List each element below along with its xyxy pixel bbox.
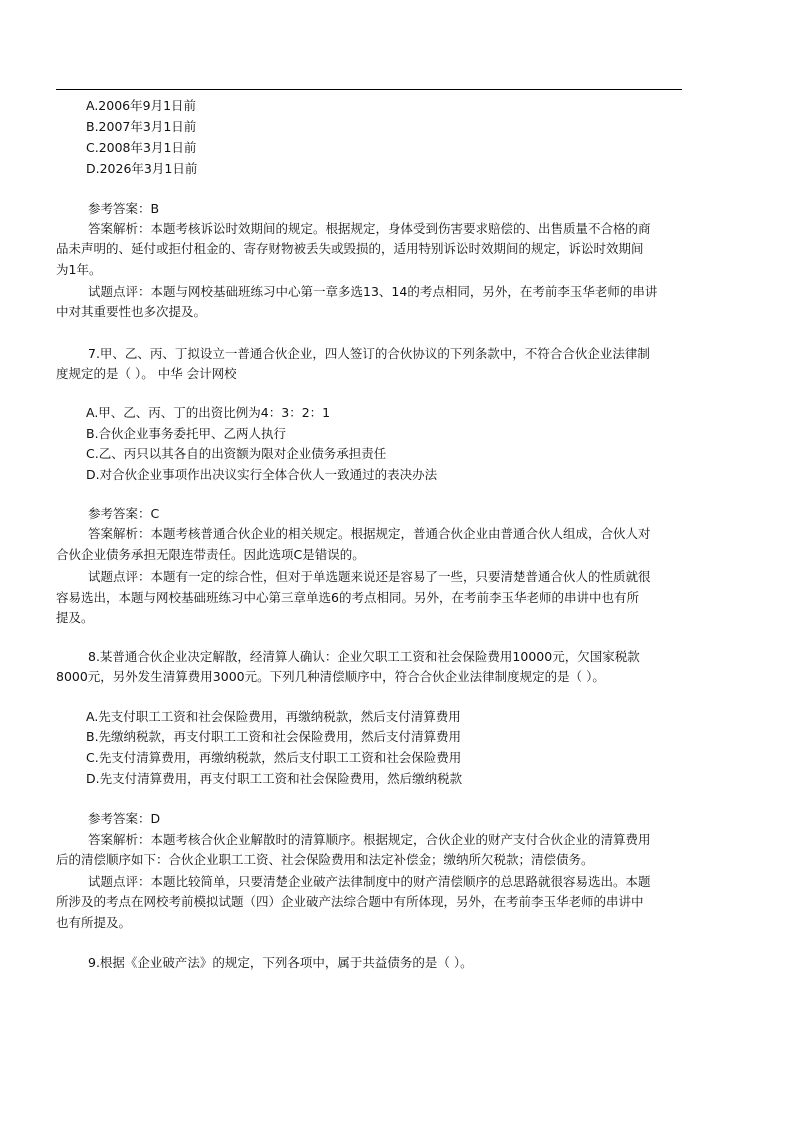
q7-comment-line: 容易选出，本题与网校基础班练习中心第三章单选6的考点相同。另外，在考前李玉华老师的串讲中也有所 <box>56 590 639 605</box>
q8-answer: 参考答案：D <box>88 811 161 826</box>
q6-analysis-line: 答案解析：本题考核诉讼时效期间的规定。根据规定，身体受到伤害要求赔偿的、出售质量不合格的商 <box>88 221 651 236</box>
q6-comment-line: 中对其重要性也多次提及。 <box>56 304 207 319</box>
q9-stem-line: 9.根据《企业破产法》的规定，下列各项中，属于共益债务的是（ ）。 <box>88 955 473 970</box>
q6-option-b: B.2007年3月1日前 <box>86 119 197 134</box>
q6-option-d: D.2026年3月1日前 <box>86 161 198 176</box>
q8-option-a: A.先支付职工工资和社会保险费用，再缴纳税款，然后支付清算费用 <box>86 709 461 724</box>
q7-analysis-line: 合伙企业债务承担无限连带责任。因此选项C是错误的。 <box>56 547 365 562</box>
q8-analysis-line: 答案解析：本题考核合伙企业解散时的清算顺序。根据规定，合伙企业的财产支付合伙企业的清算费用 <box>88 832 651 847</box>
q8-analysis-line: 后的清偿顺序如下：合伙企业职工工资、社会保险费用和法定补偿金；缴纳所欠税款；清偿债务。 <box>56 852 594 867</box>
q7-comment-line: 提及。 <box>56 610 94 625</box>
q7-option-b: B.合伙企业事务委托甲、乙两人执行 <box>86 426 287 441</box>
q8-option-b: B.先缴纳税款，再支付职工工资和社会保险费用，然后支付清算费用 <box>86 729 462 744</box>
q7-option-a: A.甲、乙、丙、丁的出资比例为4：3：2：1 <box>86 405 331 420</box>
q7-stem-line: 7.甲、乙、丙、丁拟设立一普通合伙企业，四人签订的合伙协议的下列条款中，不符合合伙企业法律制 <box>88 346 650 361</box>
q6-option-c: C.2008年3月1日前 <box>86 140 197 155</box>
header-rule <box>56 89 682 90</box>
q8-option-d: D.先支付清算费用，再支付职工工资和社会保险费用，然后缴纳税款 <box>86 771 463 786</box>
q8-comment-line: 也有所提及。 <box>56 915 132 930</box>
q7-analysis-line: 答案解析：本题考核普通合伙企业的相关规定。根据规定，普通合伙企业由普通合伙人组成，合伙人对 <box>88 526 651 541</box>
q7-option-d: D.对合伙企业事项作出决议实行全体合伙人一致通过的表决办法 <box>86 467 438 482</box>
q6-comment-line: 试题点评：本题与网校基础班练习中心第一章多选13、14的考点相同，另外，在考前李玉华老师的串讲 <box>88 284 658 299</box>
q7-answer: 参考答案：C <box>88 506 160 521</box>
q8-comment-line: 试题点评：本题比较简单，只要清楚企业破产法律制度中的财产清偿顺序的总思路就很容易选出。本题 <box>88 874 651 889</box>
q6-analysis-line: 品未声明的、延付或拒付租金的、寄存财物被丢失或毁损的，适用特别诉讼时效期间的规定，诉讼时效期间 <box>56 241 644 256</box>
q8-stem-line: 8000元，另外发生清算费用3000元。下列几种清偿顺序中，符合合伙企业法律制度规定的是（ ）。 <box>56 669 605 684</box>
q6-analysis-line: 为1年。 <box>56 262 102 277</box>
q7-comment-line: 试题点评：本题有一定的综合性，但对于单选题来说还是容易了一些，只要清楚普通合伙人的性质就很 <box>88 569 651 584</box>
q8-option-c: C.先支付清算费用，再缴纳税款，然后支付职工工资和社会保险费用 <box>86 750 462 765</box>
q7-stem-line: 度规定的是（ ）。 中华 会计网校 <box>56 366 237 381</box>
q6-answer: 参考答案：B <box>88 201 160 216</box>
q7-option-c: C.乙、丙只以其各自的出资额为限对企业债务承担责任 <box>86 446 387 461</box>
q8-comment-line: 所涉及的考点在网校考前模拟试题（四）企业破产法综合题中有所体现，另外，在考前李玉华老师的串讲中 <box>56 894 644 909</box>
q6-option-a: A.2006年9月1日前 <box>86 98 197 113</box>
q8-stem-line: 8.某普通合伙企业决定解散，经清算人确认：企业欠职工工资和社会保险费用10000元，欠国家税款 <box>88 649 640 664</box>
